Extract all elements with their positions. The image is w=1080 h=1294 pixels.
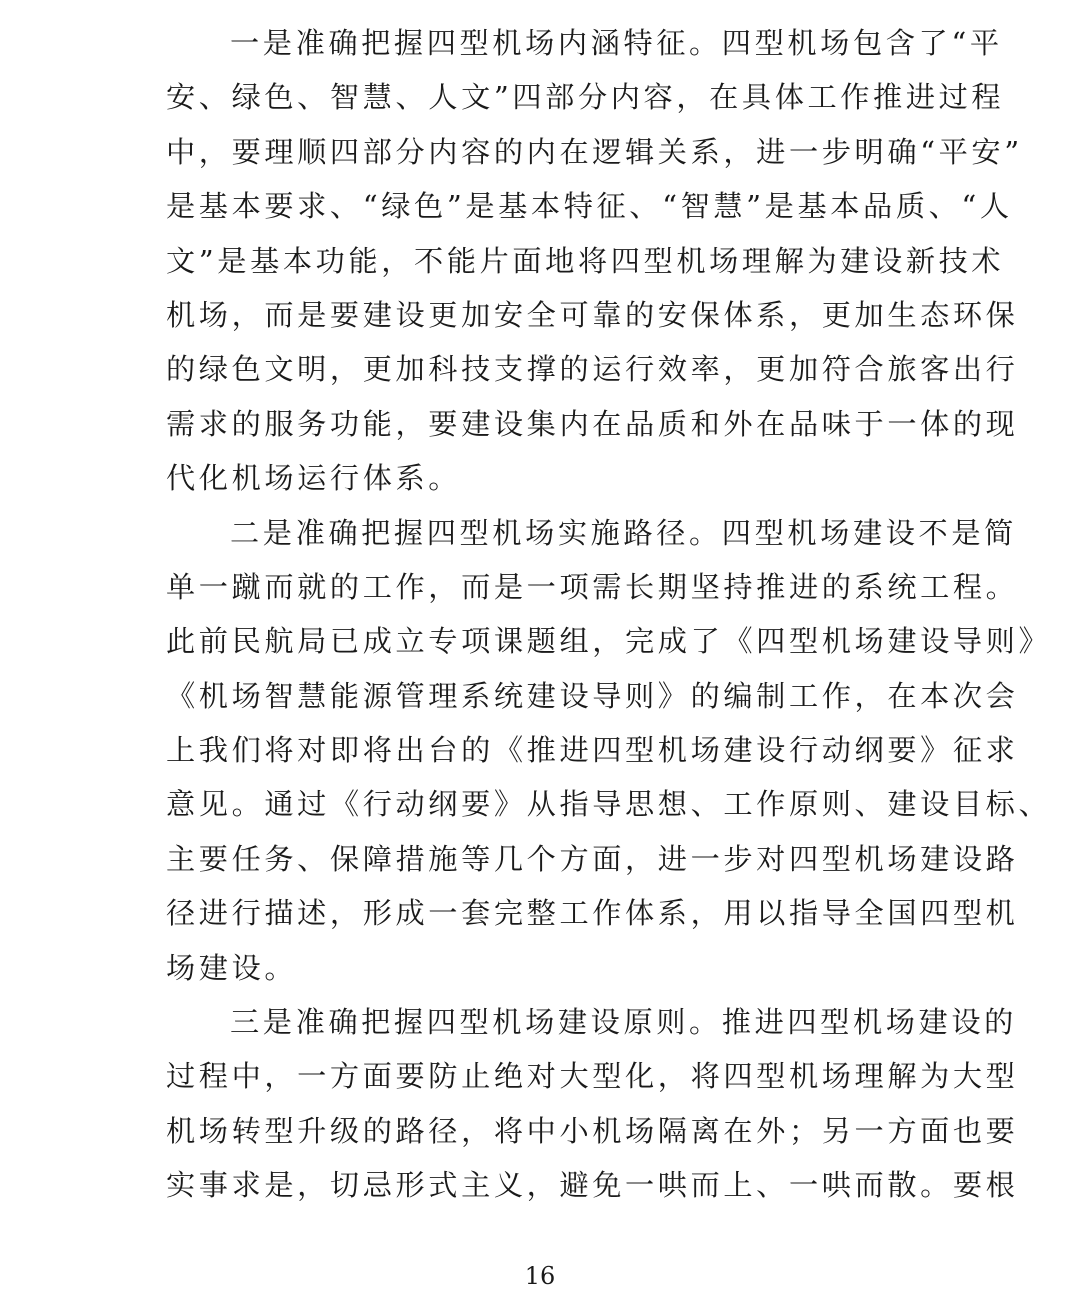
paragraph-1-line-7: 的绿色文明，更加科技支撑的运行效率，更加符合旅客出行	[166, 352, 1019, 387]
paragraph-1-line-8: 需求的服务功能，要建设集内在品质和外在品味于一体的现	[166, 406, 1019, 441]
paragraph-3-line-3: 机场转型升级的路径，将中小机场隔离在外；另一方面也要	[166, 1113, 1019, 1148]
paragraph-2-line-9: 场建设。	[166, 950, 298, 985]
paragraph-2-line-8: 径进行描述，形成一套完整工作体系，用以指导全国四型机	[166, 896, 1019, 931]
paragraph-1-line-2: 安、绿色、智慧、人文”四部分内容，在具体工作推进过程	[166, 80, 1005, 115]
paragraph-3-line-1: 三是准确把握四型机场建设原则。推进四型机场建设的	[230, 1005, 1017, 1040]
body-text	[166, 16, 1052, 1213]
paragraph-2-line-5: 上我们将对即将出台的《推进四型机场建设行动纲要》征求	[166, 733, 1019, 768]
paragraph-1-line-6: 机场，而是要建设更加安全可靠的安保体系，更加生态环保	[166, 297, 1019, 332]
paragraph-3-line-4: 实事求是，切忌形式主义，避免一哄而上、一哄而散。要根	[166, 1168, 1019, 1203]
paragraph-3-line-2: 过程中，一方面要防止绝对大型化，将四型机场理解为大型	[166, 1059, 1019, 1094]
paragraph-2-line-3: 此前民航局已成立专项课题组，完成了《四型机场建设导则》	[166, 624, 1052, 659]
paragraph-2-line-4: 《机场智慧能源管理系统建设导则》的编制工作，在本次会	[166, 678, 1019, 713]
paragraph-1-line-1: 一是准确把握四型机场内涵特征。四型机场包含了“平	[230, 26, 1003, 60]
paragraph-1-line-3: 中，要理顺四部分内容的内在逻辑关系，进一步明确“平安”	[166, 134, 1023, 169]
paragraph-2-line-1: 二是准确把握四型机场实施路径。四型机场建设不是简	[230, 515, 1017, 550]
paragraph-1-line-4: 是基本要求、“绿色”是基本特征、“智慧”是基本品质、“人	[166, 189, 1013, 224]
paragraph-1-line-9: 代化机场运行体系。	[166, 461, 462, 496]
paragraph-2-line-6: 意见。通过《行动纲要》从指导思想、工作原则、建设目标、	[166, 787, 1052, 822]
paragraph-2-line-7: 主要任务、保障措施等几个方面，进一步对四型机场建设路	[166, 841, 1019, 876]
paragraph-1-line-5: 文”是基本功能，不能片面地将四型机场理解为建设新技术	[166, 243, 1005, 278]
page-number: 16	[524, 1262, 556, 1290]
paragraph-2-line-2: 单一蹴而就的工作，而是一项需长期坚持推进的系统工程。	[166, 569, 1019, 604]
